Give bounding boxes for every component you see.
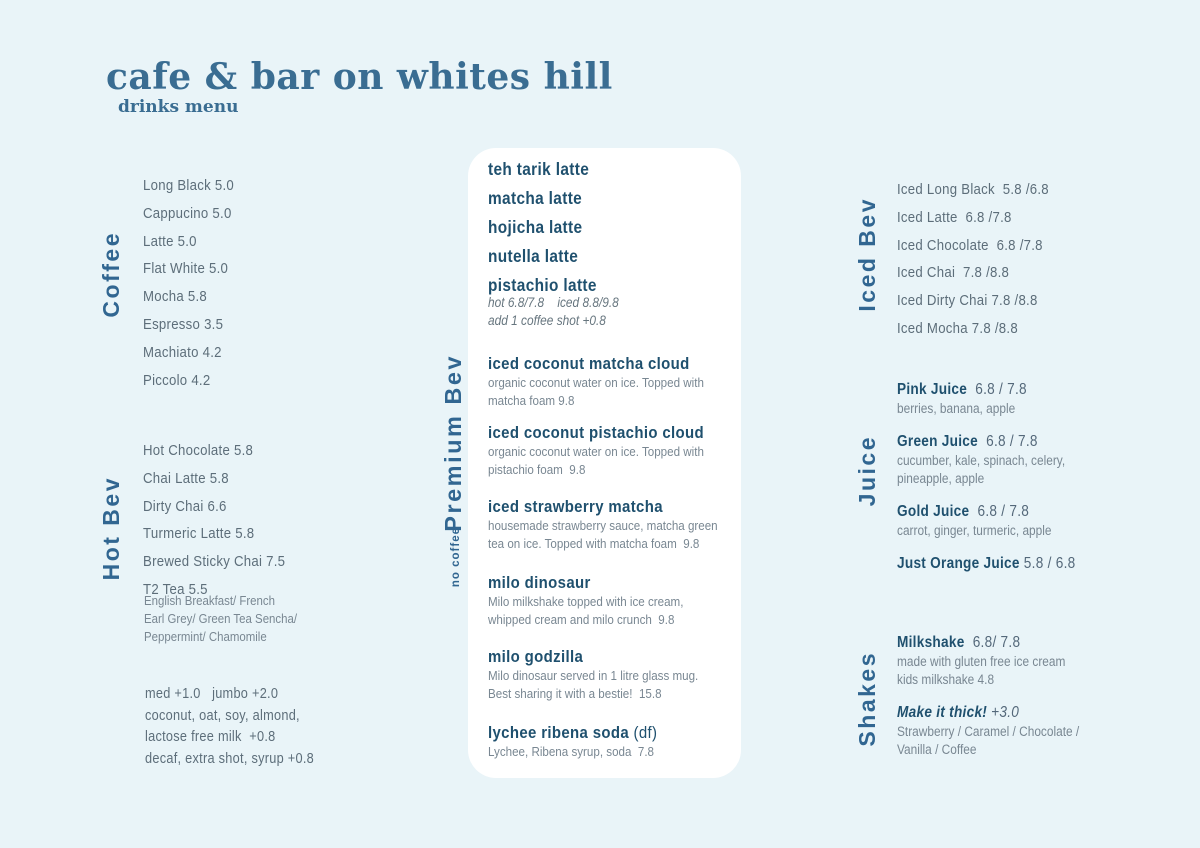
menu-item: Dirty Chai 6.6 bbox=[143, 497, 227, 515]
item-name: iced coconut pistachio cloud bbox=[488, 423, 704, 442]
page-subtitle: drinks menu bbox=[118, 97, 239, 117]
section-label-hot-bev: Hot Bev bbox=[98, 476, 124, 581]
tea-varieties bbox=[144, 592, 297, 646]
item-description: organic coconut water on ice. Topped with bbox=[488, 444, 704, 459]
menu-item: Turmeric Latte 5.8 bbox=[143, 525, 255, 543]
item-name: Green Juice 6.8 / 7.8 bbox=[897, 433, 1038, 450]
item-description: Strawberry / Caramel / Chocolate / bbox=[897, 724, 1080, 739]
menu-item: Iced Mocha 7.8 /8.8 bbox=[897, 319, 1018, 337]
item-name: iced coconut matcha cloud bbox=[488, 354, 690, 373]
item-description: Best sharing it with a bestie! 15.8 bbox=[488, 686, 662, 702]
coffee-item-list bbox=[143, 172, 234, 394]
menu-item: Cappucino 5.0 bbox=[143, 204, 232, 222]
item-description: matcha foam 9.8 bbox=[488, 393, 575, 409]
menu-item: Chai Latte 5.8 bbox=[143, 469, 229, 487]
item-description: Milo dinosaur served in 1 litre glass mug. bbox=[488, 668, 699, 683]
item-name: matcha latte bbox=[488, 188, 583, 208]
latte-pricing bbox=[488, 294, 619, 330]
section-label-shakes: Shakes bbox=[854, 651, 880, 747]
menu-item bbox=[897, 432, 1065, 487]
modifier-line: decaf, extra shot, syrup +0.8 bbox=[145, 751, 315, 768]
menu-item: T2 Tea 5.5 bbox=[143, 580, 208, 598]
item-description: kids milkshake 4.8 bbox=[897, 671, 995, 687]
item-description: English Breakfast/ French bbox=[144, 593, 275, 608]
item-name: teh tarik latte bbox=[488, 159, 590, 179]
iced-bev-item-list bbox=[897, 176, 1049, 343]
menu-item: Long Black 5.0 bbox=[143, 177, 235, 194]
item-description: Lychee, Ribena syrup, soda 7.8 bbox=[488, 744, 655, 759]
section-label-iced-bev: Iced Bev bbox=[854, 197, 880, 312]
item-description: Vanilla / Coffee bbox=[897, 741, 977, 757]
modifier-line: lactose free milk +0.8 bbox=[145, 729, 276, 746]
hot-bev-item-list bbox=[143, 437, 285, 604]
item-name: iced strawberry matcha bbox=[488, 497, 663, 516]
item-description: pineapple, apple bbox=[897, 470, 985, 486]
no-coffee-note: no coffee bbox=[450, 527, 462, 588]
menu-item: Iced Long Black 5.8 /6.8 bbox=[897, 181, 1049, 198]
menu-item bbox=[488, 353, 704, 411]
price-line: hot 6.8/7.8 iced 8.8/9.8 bbox=[488, 295, 619, 310]
item-description: carrot, ginger, turmeric, apple bbox=[897, 523, 1052, 538]
menu-item: Espresso 3.5 bbox=[143, 315, 224, 333]
item-name: milo dinosaur bbox=[488, 573, 591, 592]
item-description: made with gluten free ice cream bbox=[897, 654, 1066, 669]
menu-item bbox=[488, 646, 698, 704]
item-price: 6.8 / 7.8 bbox=[975, 381, 1027, 398]
menu-item bbox=[897, 502, 1052, 540]
modifiers-note bbox=[145, 684, 314, 771]
item-price: 5.8 / 6.8 bbox=[1023, 555, 1076, 572]
item-name: milo godzilla bbox=[488, 647, 584, 666]
item-name: pistachio latte bbox=[488, 275, 597, 295]
menu-item: Brewed Sticky Chai 7.5 bbox=[143, 553, 286, 571]
section-label-coffee: Coffee bbox=[98, 231, 124, 318]
item-description: cucumber, kale, spinach, celery, bbox=[897, 453, 1066, 468]
menu-item: Iced Chocolate 6.8 /7.8 bbox=[897, 236, 1043, 254]
premium-panel bbox=[468, 148, 741, 778]
item-name: Make it thick! +3.0 bbox=[897, 704, 1020, 721]
menu-item bbox=[897, 633, 1065, 688]
menu-item bbox=[488, 572, 683, 630]
item-description: berries, banana, apple bbox=[897, 401, 1016, 416]
modifier-line: coconut, oat, soy, almond, bbox=[145, 707, 300, 724]
item-price: 6.8 / 7.8 bbox=[986, 433, 1038, 450]
item-name: Just Orange Juice 5.8 / 6.8 bbox=[897, 555, 1076, 572]
item-description: Milo milkshake topped with ice cream, bbox=[488, 594, 684, 609]
menu-item bbox=[897, 380, 1027, 418]
modifier-line: med +1.0 jumbo +2.0 bbox=[145, 686, 279, 702]
item-name: hojicha latte bbox=[488, 217, 583, 237]
item-price: +3.0 bbox=[991, 704, 1020, 721]
item-description: pistachio foam 9.8 bbox=[488, 462, 586, 478]
item-description: Earl Grey/ Green Tea Sencha/ bbox=[144, 611, 298, 626]
item-name: Milkshake 6.8/ 7.8 bbox=[897, 634, 1021, 651]
price-line: add 1 coffee shot +0.8 bbox=[488, 313, 606, 328]
item-name: lychee ribena soda (df) bbox=[488, 723, 658, 742]
latte-list bbox=[488, 155, 597, 300]
menu-item: Hot Chocolate 5.8 bbox=[143, 442, 254, 459]
menu-item bbox=[897, 703, 1079, 758]
menu-item: Flat White 5.0 bbox=[143, 260, 229, 278]
menu-item: Mocha 5.8 bbox=[143, 288, 208, 306]
item-description: Peppermint/ Chamomile bbox=[144, 629, 267, 644]
menu-item: Iced Latte 6.8 /7.8 bbox=[897, 208, 1012, 226]
menu-item bbox=[897, 554, 1075, 574]
item-name: Pink Juice 6.8 / 7.8 bbox=[897, 381, 1027, 398]
item-price: 6.8/ 7.8 bbox=[972, 634, 1021, 651]
item-name: nutella latte bbox=[488, 246, 579, 266]
item-price: 6.8 / 7.8 bbox=[977, 503, 1030, 520]
menu-item bbox=[488, 496, 718, 554]
item-name: Gold Juice 6.8 / 7.8 bbox=[897, 503, 1030, 520]
menu-item bbox=[488, 422, 704, 480]
page-title: cafe & bar on whites hill bbox=[106, 56, 613, 98]
item-description: tea on ice. Topped with matcha foam 9.8 bbox=[488, 536, 700, 552]
item-description: whipped cream and milo crunch 9.8 bbox=[488, 612, 675, 628]
menu-item: Iced Chai 7.8 /8.8 bbox=[897, 264, 1010, 282]
section-label-juice: Juice bbox=[854, 435, 880, 507]
item-description: organic coconut water on ice. Topped with bbox=[488, 375, 704, 390]
menu-item: Machiato 4.2 bbox=[143, 343, 222, 361]
menu-item: Iced Dirty Chai 7.8 /8.8 bbox=[897, 292, 1038, 310]
menu-item: Latte 5.0 bbox=[143, 232, 197, 250]
menu-item bbox=[488, 722, 657, 761]
section-label-premium-bev: Premium Bev bbox=[440, 354, 466, 532]
dietary-tag: (df) bbox=[633, 723, 658, 742]
menu-item: Piccolo 4.2 bbox=[143, 371, 211, 389]
item-description: housemade strawberry sauce, matcha green bbox=[488, 518, 718, 533]
